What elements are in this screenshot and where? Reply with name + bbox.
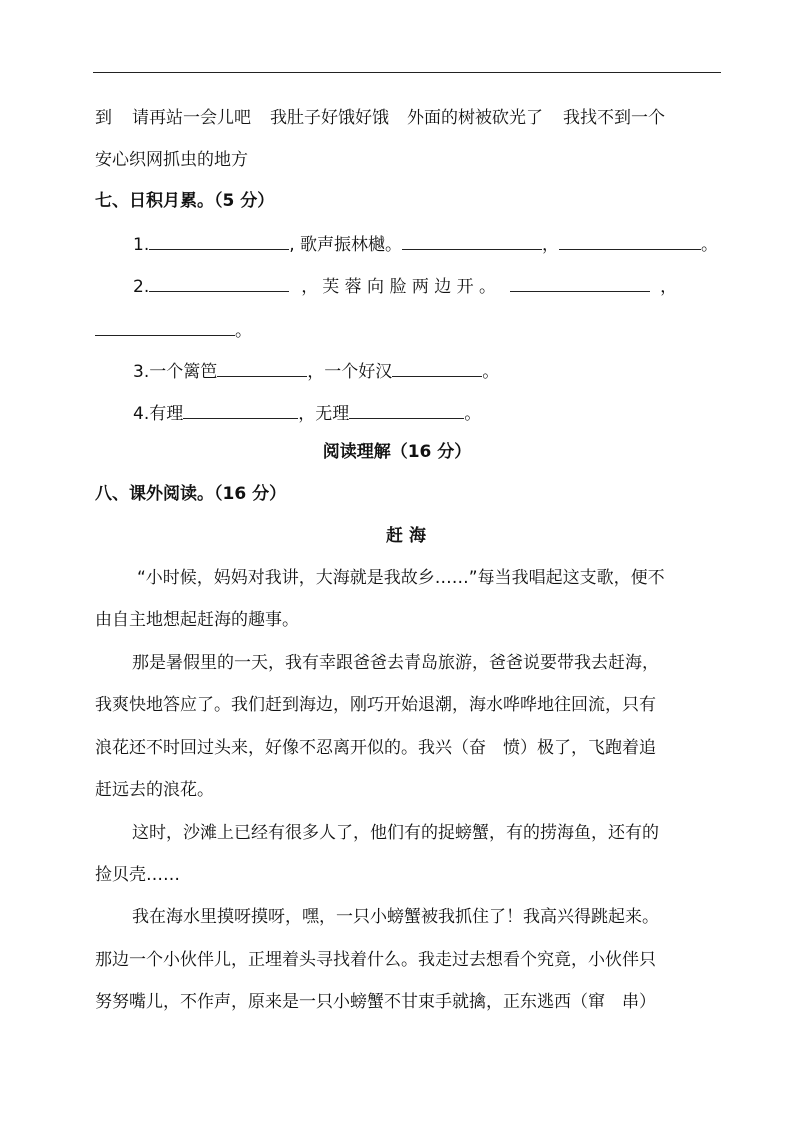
word-option: 我肚子好饿好饿 <box>270 108 389 128</box>
passage-line: 捡贝壳…… <box>95 865 180 885</box>
answer-blank[interactable] <box>349 401 464 419</box>
question-2: 2. ， 芙 蓉 向 脸 两 边 开 。 ， <box>133 274 677 298</box>
answer-blank[interactable] <box>183 401 298 419</box>
answer-blank[interactable] <box>510 274 650 292</box>
word-option: 外面的树被砍光了 <box>407 108 543 128</box>
passage-line: 那是暑假里的一天，我有幸跟爸爸去青岛旅游，爸爸说要带我去赶海， <box>132 653 659 673</box>
question-4: 4.有理 ，无理 。 <box>133 401 481 425</box>
passage-line: 努努嘴儿，不作声，原来是一只小螃蟹不甘束手就擒，正东逃西（窜 串） <box>95 992 656 1012</box>
answer-blank[interactable] <box>149 232 289 250</box>
passage-line: 这时，沙滩上已经有很多人了，他们有的捉螃蟹，有的捞海鱼，还有的 <box>132 823 659 843</box>
word-option: 到 <box>95 108 112 128</box>
passage-line: “小时候，妈妈对我讲，大海就是我故乡……”每当我唱起这支歌，便不 <box>137 568 665 588</box>
answer-blank[interactable] <box>392 359 482 377</box>
answer-blank[interactable] <box>559 232 701 250</box>
answer-blank[interactable] <box>95 318 235 336</box>
question-1: 1. , 歌声振林樾。 ， 。 <box>133 232 718 256</box>
passage-line: 我爽快地答应了。我们赶到海边，刚巧开始退潮，海水哗哗地往回流，只有 <box>95 695 656 715</box>
answer-blank[interactable] <box>217 359 307 377</box>
word-options-line <box>95 107 665 129</box>
section-8-heading: 八、课外阅读。（16 分） <box>95 484 287 504</box>
passage-title: 赶 海 <box>386 526 426 546</box>
section-7-heading: 七、日积月累。（5 分） <box>95 191 275 211</box>
reading-comprehension-header: 阅读理解（16 分） <box>322 442 472 462</box>
word-option: 请再站一会儿吧 <box>132 108 251 128</box>
answer-blank[interactable] <box>149 274 289 292</box>
question-2-cont: 。 <box>95 318 252 342</box>
word-option: 我找不到一个 <box>563 108 665 128</box>
passage-line: 浪花还不时回过头来，好像不忍离开似的。我兴（奋 愤）极了，飞跑着追 <box>95 738 656 758</box>
header-rule <box>93 72 721 73</box>
passage-line: 赶远去的浪花。 <box>95 780 214 800</box>
passage-line: 由自主地想起赶海的趣事。 <box>95 610 299 630</box>
word-option-cont: 安心织网抓虫的地方 <box>95 150 248 170</box>
answer-blank[interactable] <box>402 232 542 250</box>
passage-line: 我在海水里摸呀摸呀，嘿，一只小螃蟹被我抓住了！我高兴得跳起来。 <box>132 907 659 927</box>
question-3: 3.一个篱笆 ，一个好汉 。 <box>133 359 499 383</box>
passage-line: 那边一个小伙伴儿，正埋着头寻找着什么。我走过去想看个究竟，小伙伴只 <box>95 950 656 970</box>
